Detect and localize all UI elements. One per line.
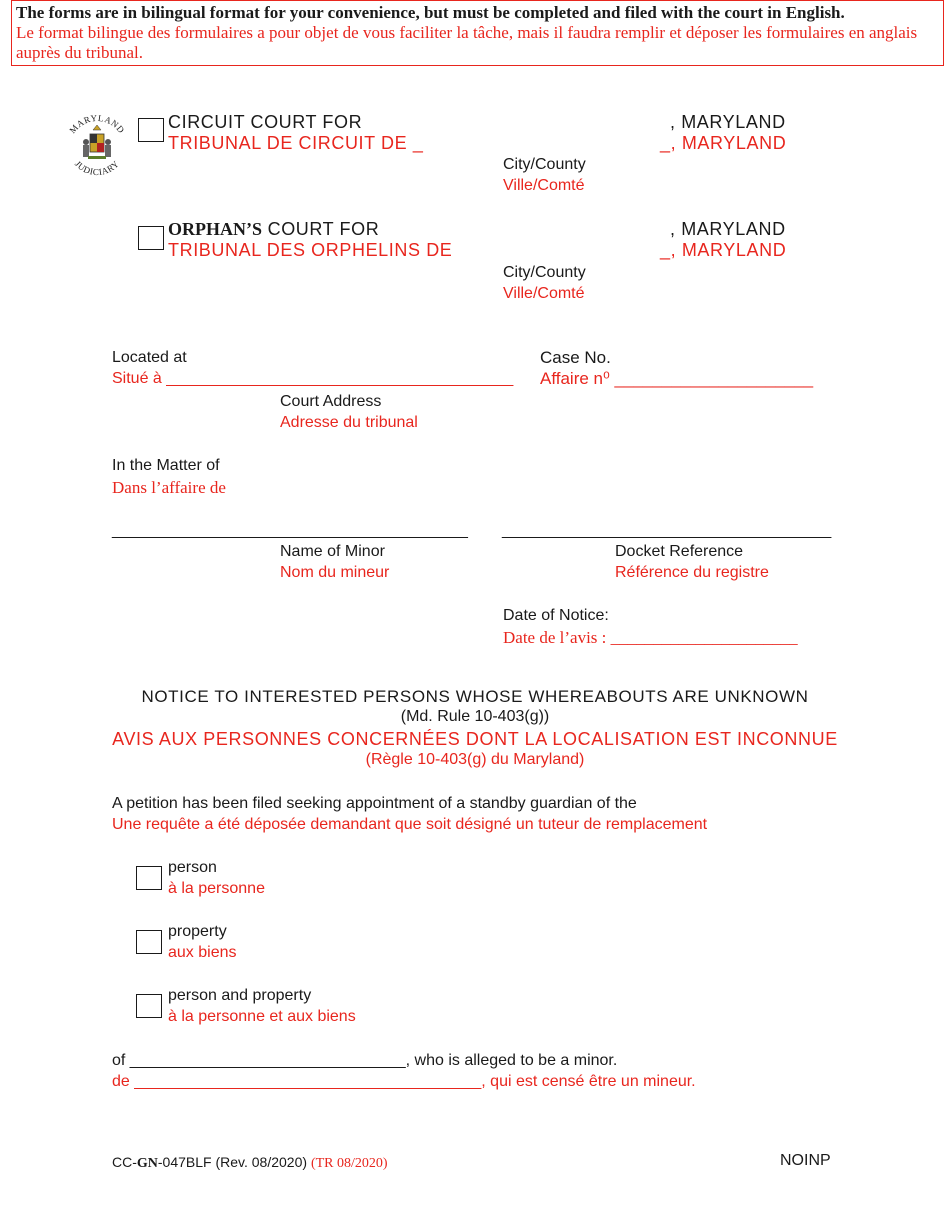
form-number-prefix: CC- [112,1154,137,1170]
orphans-court-label-bold: ORPHAN’S [168,219,262,239]
docket-reference-line[interactable]: _____________________________________ [502,522,832,539]
minor-name-caption-fr: Nom du mineur [280,564,390,581]
svg-text:JUDICIARY [73,159,121,177]
notice-rule-fr: (Règle 10-403(g) du Maryland) [365,751,585,768]
circuit-court-label: CIRCUIT COURT FOR [168,112,363,132]
located-at-label: Located at [112,349,187,366]
court-address-caption-fr: Adresse du tribunal [280,414,418,431]
svg-text:MARYLAND [67,113,126,135]
case-number-label: Case No. [540,348,611,367]
orphans-city-county-label: City/County [503,264,586,281]
orphans-court-label [168,219,379,240]
option-person-and-property-label-fr: à la personne et aux biens [168,1008,356,1025]
orphans-state-label-fr: _, MARYLAND [660,240,787,260]
circuit-court-label-fr: TRIBUNAL DE CIRCUIT DE _ [168,133,424,153]
option-person-and-property-label: person and property [168,987,312,1004]
seal-top-text: MARYLAND [67,112,127,136]
orphans-city-county-label-fr: Ville/Comté [503,285,585,302]
bilingual-notice-banner [11,0,944,66]
option-person-label: person [168,859,217,876]
docket-reference-caption-fr: Référence du registre [615,564,769,581]
matter-of-label-fr: Dans l’affaire de [112,478,226,497]
form-code: NOINP [780,1152,831,1169]
circuit-court-checkbox[interactable] [138,118,164,142]
minor-statement-line-fr[interactable]: de _______________________________________, qui est censé être un mineur. [112,1073,696,1090]
notice-title-fr: AVIS AUX PERSONNES CONCERNÉES DONT LA LOCALISATION EST INCONNUE [112,729,838,749]
banner-french: Le format bilingue des formulaires a pour objet de vous faciliter la tâche, mais il faudra remplir et déposer les formulaires en anglais auprès du tribunal. [16,23,918,62]
option-person-and-property-checkbox[interactable] [136,994,162,1018]
seal-bottom-text: JUDICIARY [72,158,122,178]
circuit-city-county-label: City/County [503,156,586,173]
maryland-judiciary-seal-icon [60,108,134,182]
circuit-city-county-label-fr: Ville/Comté [503,177,585,194]
docket-reference-caption: Docket Reference [615,543,744,560]
case-number-field-fr[interactable]: Affaire n⁰ _____________________ [540,369,814,388]
minor-name-caption: Name of Minor [280,543,385,560]
banner-english: The forms are in bilingual format for your convenience, but must be completed and filed with the court in English. [16,3,845,22]
orphans-court-checkbox[interactable] [138,226,164,250]
petition-text: A petition has been filed seeking appointment of a standby guardian of the [112,795,637,812]
court-address-caption: Court Address [280,393,382,410]
notice-title: NOTICE TO INTERESTED PERSONS WHOSE WHEREABOUTS ARE UNKNOWN [141,687,809,706]
petition-text-fr: Une requête a été déposée demandant que soit désigné un tuteur de remplacement [112,816,708,833]
form-number-suffix: -047BLF (Rev. 08/2020) [157,1154,311,1170]
notice-rule: (Md. Rule 10-403(g)) [400,708,550,725]
option-property-checkbox[interactable] [136,930,162,954]
located-at-field-fr[interactable]: Situé à _______________________________________ [112,370,514,387]
date-of-notice-field-fr[interactable]: Date de l’avis : ______________________ [503,628,798,647]
minor-statement-line[interactable]: of _______________________________, who is alleged to be a minor. [112,1052,618,1069]
minor-name-line[interactable]: ________________________________________ [112,522,468,539]
option-property-label-fr: aux biens [168,944,237,961]
option-property-label: property [168,923,227,940]
circuit-state-label: , MARYLAND [670,112,786,132]
form-translation-revision: (TR 08/2020) [310,1156,388,1171]
date-of-notice-label: Date of Notice: [503,607,609,624]
option-person-checkbox[interactable] [136,866,162,890]
orphans-court-label-rest: COURT FOR [262,219,380,239]
matter-of-label: In the Matter of [112,457,220,474]
form-number [112,1154,388,1172]
circuit-state-label-fr: _, MARYLAND [660,133,787,153]
orphans-court-label-fr: TRIBUNAL DES ORPHELINS DE [168,240,453,260]
orphans-state-label: , MARYLAND [670,219,786,239]
option-person-label-fr: à la personne [168,880,265,897]
form-number-bold: GN [136,1156,158,1171]
